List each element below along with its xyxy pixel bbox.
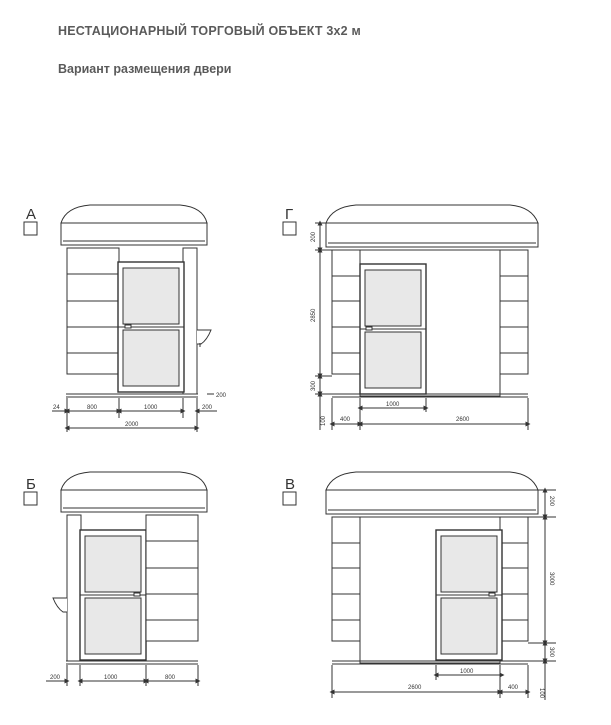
svg-text:3000: 3000 [548,572,554,586]
svg-text:100: 100 [321,415,327,426]
svg-text:200: 200 [216,393,227,399]
svg-text:1000: 1000 [144,405,158,411]
svg-text:2600: 2600 [456,417,470,423]
svg-text:1000: 1000 [386,402,400,408]
svg-text:1000: 1000 [460,669,474,675]
variant-a-cornice [61,223,207,245]
svg-text:2850: 2850 [311,308,317,322]
page-title: НЕСТАЦИОНАРНЫЙ ТОРГОВЫЙ ОБЪЕКТ 3х2 м [58,24,361,38]
svg-text:400: 400 [340,417,351,423]
variant-a-door-handle-icon [125,325,131,328]
variant-g-door-handle-icon [366,327,372,330]
svg-text:300: 300 [548,647,554,658]
variant-v-door-handle-icon [489,593,495,596]
variant-v-label: В [285,476,296,493]
svg-text:1000: 1000 [104,675,118,681]
variant-a-checkbox[interactable] [24,222,37,235]
svg-text:200: 200 [202,405,213,411]
variant-a-roof [61,205,207,223]
page-subtitle: Вариант размещения двери [58,62,232,76]
variant-v-checkbox[interactable] [283,492,296,505]
svg-text:300: 300 [311,380,317,391]
variant-b-checkbox[interactable] [24,492,37,505]
svg-text:800: 800 [87,405,98,411]
svg-text:100: 100 [538,688,544,699]
svg-text:400: 400 [508,685,519,691]
variant-a [24,205,227,432]
svg-text:24: 24 [53,405,60,411]
variant-a-label: А [26,206,37,223]
svg-text:2000: 2000 [125,422,139,428]
variant-v [283,472,556,700]
variant-b-door-handle-icon [134,593,140,596]
variant-b-label: Б [26,476,36,493]
svg-text:800: 800 [165,675,176,681]
svg-text:200: 200 [548,496,554,507]
svg-text:2600: 2600 [408,685,422,691]
variant-g-label: Г [285,206,294,223]
svg-text:200: 200 [311,231,317,242]
variant-b [24,472,207,686]
variant-g [283,205,538,430]
svg-text:200: 200 [50,675,61,681]
variant-g-checkbox[interactable] [283,222,296,235]
